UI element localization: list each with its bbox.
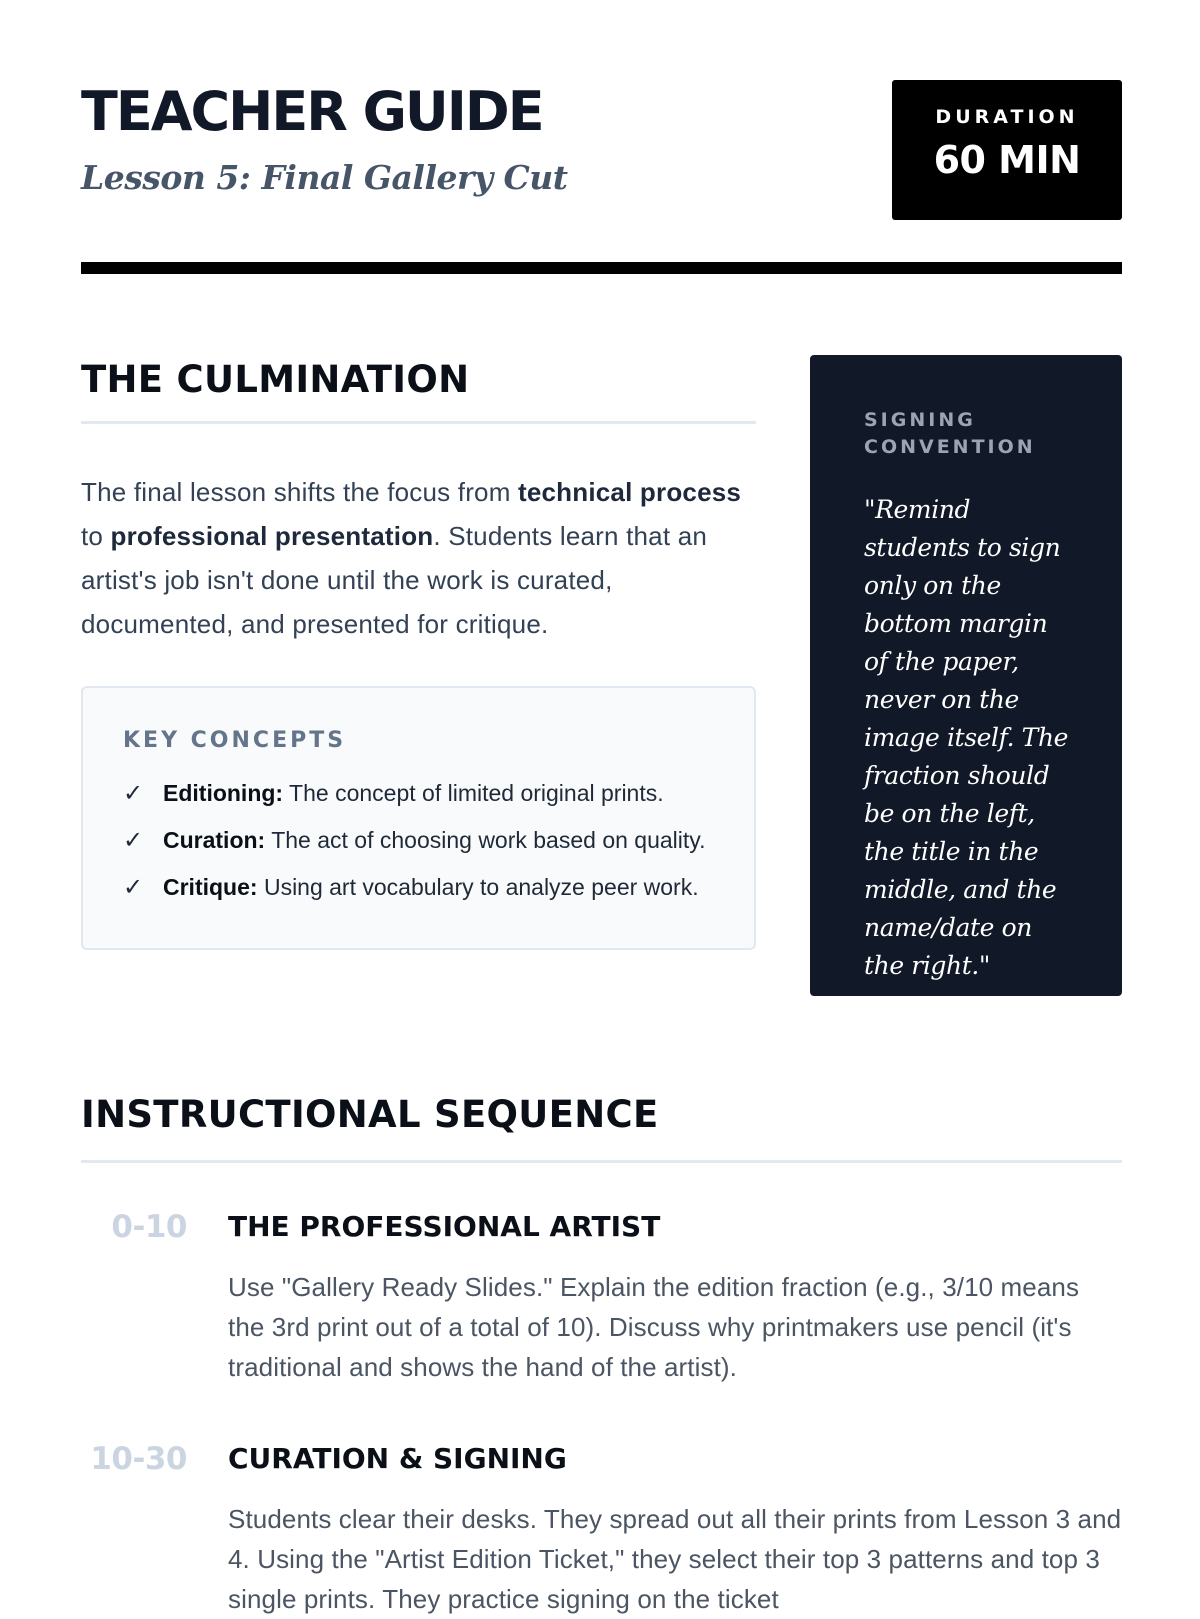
- concept-desc: Using art vocabulary to analyze peer work.: [257, 874, 699, 900]
- concept-term: Editioning:: [163, 780, 284, 806]
- sidebar-quote: "Remind students to sign only on the bottom margin of the paper, never on the image itself. The fraction should be on the left, the title in the middle, and the name/date on the right.": [864, 495, 1069, 980]
- duration-value: 60 MIN: [933, 138, 1081, 182]
- list-item: [123, 777, 714, 810]
- intro-bold-2: professional presentation: [110, 521, 434, 551]
- list-item: [123, 824, 714, 857]
- page-title: TEACHER GUIDE: [81, 80, 543, 143]
- duration-badge: [892, 80, 1122, 220]
- duration-label: DURATION: [935, 106, 1079, 128]
- check-icon: ✓: [123, 827, 144, 854]
- check-icon: ✓: [123, 780, 144, 807]
- instructional-sequence-section: [81, 1090, 1122, 1619]
- sequence-step: [81, 1209, 1122, 1387]
- step-text: Students clear their desks. They spread out all their prints from Lesson 3 and 4. Using the "Artist Edition Ticket," they select their top 3 patterns and top 3 single prints. They practice signing on the ticket: [228, 1504, 1122, 1614]
- step-body: [228, 1209, 1122, 1387]
- concept-term: Critique:: [163, 874, 258, 900]
- sequence-divider: [81, 1160, 1122, 1163]
- concept-text: [163, 777, 664, 810]
- signing-convention-sidebar: [810, 355, 1122, 996]
- culmination-heading: THE CULMINATION: [81, 358, 470, 401]
- step-title: CURATION & SIGNING: [228, 1442, 567, 1475]
- step-body: [228, 1441, 1122, 1619]
- intro-text-3: . Students learn that an artist's job isn't done until the work is curated, documented, and presented for critique.: [81, 521, 708, 639]
- key-concepts-box: [81, 686, 756, 950]
- key-concepts-list: [123, 777, 714, 904]
- intro-text-2: to: [81, 521, 111, 551]
- step-time: 10-30: [90, 1441, 187, 1477]
- key-concepts-heading: KEY CONCEPTS: [123, 728, 347, 753]
- concept-text: [163, 871, 699, 904]
- concept-desc: The act of choosing work based on quality.: [265, 827, 706, 853]
- step-title: THE PROFESSIONAL ARTIST: [228, 1210, 661, 1243]
- header-divider: [81, 262, 1122, 274]
- intro-text-1: The final lesson shifts the focus from: [81, 477, 518, 507]
- sidebar-heading: SIGNING CONVENTION: [864, 409, 1036, 458]
- sequence-heading: INSTRUCTIONAL SEQUENCE: [81, 1093, 659, 1136]
- concept-text: [163, 824, 705, 857]
- concept-desc: The concept of limited original prints.: [283, 780, 664, 806]
- culmination-intro: [81, 470, 756, 646]
- culmination-divider: [81, 421, 756, 424]
- lesson-subtitle: Lesson 5: Final Gallery Cut: [81, 158, 568, 197]
- intro-bold-1: technical process: [518, 477, 742, 507]
- header: [81, 80, 1122, 220]
- concept-term: Curation:: [163, 827, 266, 853]
- check-icon: ✓: [123, 874, 144, 901]
- step-text: Use "Gallery Ready Slides." Explain the edition fraction (e.g., 3/10 means the 3rd print out of a total of 10). Discuss why printmakers use pencil (it's traditional and shows the hand of the artist).: [228, 1272, 1080, 1382]
- list-item: [123, 871, 714, 904]
- culmination-section: [81, 355, 756, 950]
- step-time: 0-10: [111, 1209, 187, 1245]
- sequence-step: [81, 1441, 1122, 1619]
